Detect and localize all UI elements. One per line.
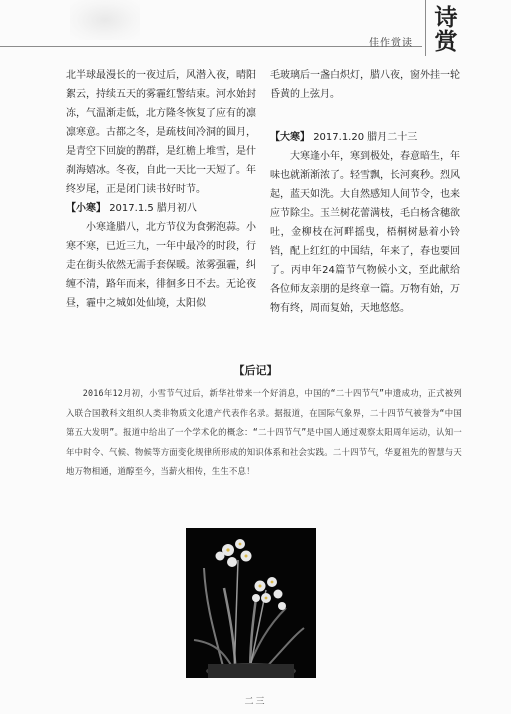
left-paragraph-1: 北半球最漫长的一夜过后，风潜入夜，晴阳絮云，持续五天的雾霾红警结束。河水始封冻，气温渐走低，北方隆冬恢复了应有的凛凛寒意。古都之冬，是疏枝间冷洞的圆月，是青空下回旋的鹊群，是红檐上堆雪，是什刹海嬉冰。冬夜，自此一天比一天短了。年终岁尾，正是闭门读书好时节。 — [66, 70, 256, 195]
left-paragraph-2: 小寒逢腊八，北方节仪为食粥泡蒜。小寒不寒，已近三九，一年中最冷的时段，行走在街头依然无需手套保暖。浓雾强霾，纠缠不清，路年而来，徘徊多日不去。无论夜昼，霾中之城如处仙境，太阳似 — [66, 222, 256, 309]
xiaohan-label: 【小寒】 — [66, 203, 106, 214]
left-column — [66, 66, 256, 313]
narcissus-flower-photo — [186, 528, 316, 678]
afterword-body: 2016年12月初，小雪节气过后，新华社带来一个好消息，中国的“二十四节气”申遗成功，正式被列入联合国教科文组织人类非物质文化遗产代表作名录。据报道，在国际气象界，二十四节气被誉为“中国第五大发明”。报道中给出了一个学术化的概念：“二十四节气”是中国人通过观察太阳周年运动，认知一年中时令、气候、物候等方面变化规律所形成的知识体系和社会实践。二十四节气，华夏祖先的智慧与天地万物相通，道醇至今，当薪火相传，生生不息！ — [66, 388, 462, 476]
section-title: 佳作赏读 — [369, 38, 413, 49]
xiaohan-date: 2017.1.5 腊月初八 — [109, 203, 197, 214]
dahan-heading — [270, 128, 460, 147]
xiaohan-heading — [66, 199, 256, 218]
afterword-title: 【后记】 — [233, 364, 278, 377]
dahan-label: 【大寒】 — [270, 132, 310, 143]
right-paragraph-1: 毛玻璃后一盏白炽灯，腊八夜，窗外挂一轮昏黄的上弦月。 — [270, 70, 460, 100]
header-vertical-rule — [425, 0, 426, 56]
dahan-date: 2017.1.20 腊月二十三 — [313, 132, 418, 143]
right-column — [270, 66, 460, 318]
flower-illustration — [186, 528, 316, 678]
right-paragraph-2: 大寒逢小年，寒到极处，春意暗生，年味也就渐渐浓了。轻雪飘，长河爽秒。烈风起，蓝天如洗。大自然感知人间节令，也来应节除尘。玉兰树花蕾满枝，毛白杨含穗欲吐，金柳枝在河畔摇曳，梧桐树悬着小铃铛，配上红红的中国结，年来了，春也要回了。丙申年24篇节气物候小文，至此献给各位师友亲朋的是终章一篇。万物有始，万物有终，周而复始，天地悠悠。 — [270, 151, 460, 314]
corner-smudge — [70, 0, 140, 40]
header-rule — [0, 46, 422, 47]
column-logo: 诗赏 — [434, 4, 458, 55]
page-number: 二三 — [244, 697, 267, 707]
